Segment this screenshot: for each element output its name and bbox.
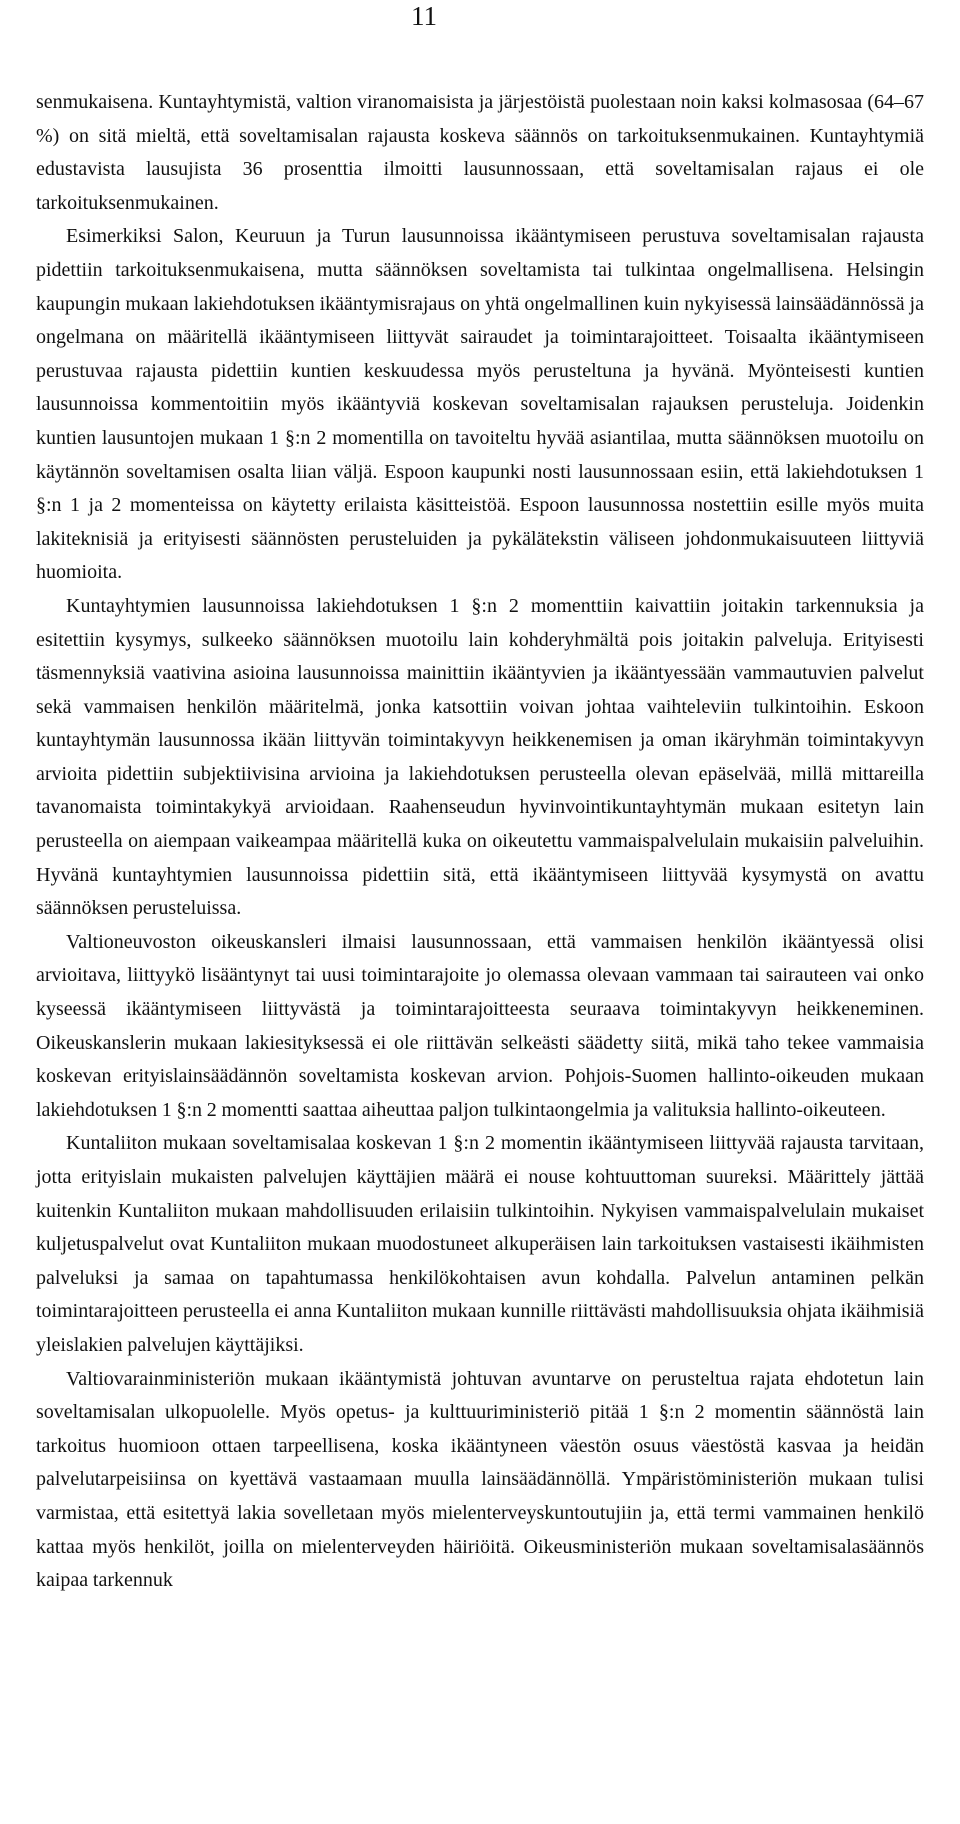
page-number: 11: [411, 1, 437, 31]
paragraph: Kuntaliiton mukaan soveltamisalaa koskevan 1 §:n 2 momentin ikääntymiseen liittyvää rajausta tarvitaan, jotta erityislain mukaisten palvelujen käyttäjien määrä ei nouse kohtuuttoman suureksi. Määrittely jättää kuitenkin Kuntaliiton mukaan mahdollisuuden erilaisiin tulkintoihin. Nykyisen vammaispalvelulain mukaiset kuljetuspalvelut ovat Kuntaliiton mukaan muodostuneet alkuperäisen lain tarkoituksen vastaisesti ikäihmisten palveluksi ja samaa on tapahtumassa henkilökohtaisen avun kohdalla. Palvelun antaminen pelkän toimintarajoitteen perusteella ei anna Kuntaliiton mukaan kunnille riittävästi mahdollisuuksia ohjata ikäihmisiä yleislakien palvelujen käyttäjiksi.: [36, 1132, 924, 1356]
paragraph: senmukaisena. Kuntayhtymistä, valtion viranomaisista ja järjestöistä puolestaan noin kaksi kolmasosaa (64–67 %) on sitä mieltä, että soveltamisalan rajausta koskeva säännös on tarkoituksenmukainen. Kuntayhtymiä edustavista lausujista 36 prosenttia ilmoitti lausunnossaan, että soveltamisalan rajaus ei ole tarkoituksenmukainen.: [36, 91, 924, 214]
paragraph: Valtiovarainministeriön mukaan ikääntymistä johtuvan avuntarve on perusteltua rajata ehdotetun lain soveltamisalan ulkopuolelle. Myös opetus- ja kulttuuriministeriö pitää 1 §:n 2 momentin säännöstä lain tarkoitus huomioon ottaen tarpeellisena, koska ikääntyneen väestön osuus väestöstä kasvaa ja heidän palvelutarpeisiinsa on kyettävä vastaamaan muulla lainsäädännöllä. Ympäristöministeriön mukaan tulisi varmistaa, että esitettyä lakia sovelletaan myös mielenterveyskuntoutujiin ja, että termi vammainen henkilö kattaa myös henkilöt, joilla on mielenterveyden häiriöitä. Oikeusministeriön mukaan soveltamisalasäännös kaipaa tarkennuk: [36, 1367, 924, 1592]
paragraph: Kuntayhtymien lausunnoissa lakiehdotuksen 1 §:n 2 momenttiin kaivattiin joitakin tarkennuksia ja esitettiin kysymys, sulkeeko säännöksen muotoilu lain kohderyhmältä pois joitakin palveluja. Erityisesti täsmennyksiä vaativina asioina lausunnoissa mainittiin ikääntyvien ja ikääntyessään vammautuvien palvelut sekä vammaisen henkilön määritelmä, jonka katsottiin voivan johtaa vaihteleviin tulkintoihin. Eskoon kuntayhtymän lausunnossa ikään liittyvän toimintakyvyn heikkenemisen ja oman ikäryhmän toimintakyvyn arvioita pidettiin subjektiivisina arvioina ja lakiehdotuksen perusteella olevan epäselvää, millä mittareilla tavanomaista toimintakykyä arvioidaan. Raahenseudun hyvinvointikuntayhtymän mukaan esitetyn lain perusteella on aiempaan vaikeampaa määritellä kuka on oikeutettu vammaispalvelulain mukaisiin palveluihin. Hyvänä kuntayhtymien lausunnoissa pidettiin sitä, että ikääntymiseen liittyvää kysymystä on avattu säännöksen perusteluissa.: [36, 594, 924, 920]
paragraph: Valtioneuvoston oikeuskansleri ilmaisi lausunnossaan, että vammaisen henkilön ikääntyessä olisi arvioitava, liittyykö lisääntynyt tai uusi toimintarajoite jo olemassa olevaan vammaan tai sairauteen vai onko kyseessä ikääntymiseen liittyvästä ja toimintarajoitteesta seuraava toimintakyvyn heikkeneminen. Oikeuskanslerin mukaan lakiesityksessä ei ole riittävän selkeästi säädetty siitä, mikä taho tekee vammaisia koskevan erityislainsäädännön soveltamista koskevan arvion. Pohjois-Suomen hallinto-oikeuden mukaan lakiehdotuksen 1 §:n 2 momentti saattaa aiheuttaa paljon tulkintaongelmia ja valituksia hallinto-oikeuteen.: [36, 930, 924, 1121]
paragraph: Esimerkiksi Salon, Keuruun ja Turun lausunnoissa ikääntymiseen perustuva soveltamisalan rajausta pidettiin tarkoituksenmukaisena, mutta säännöksen soveltamista tai tulkintaa ongelmallisena. Helsingin kaupungin mukaan lakiehdotuksen ikääntymisrajaus on yhtä ongelmallinen kuin nykyisessä lainsäädännössä ja ongelmana on määritellä ikääntymiseen liittyvät sairaudet ja toimintarajoitteet. Toisaalta ikääntymiseen perustuvaa rajausta pidettiin kuntien keskuudessa myös perusteltuna ja hyvänä. Myönteisesti kuntien lausunnoissa kommentoitiin myös ikääntyviä koskevan soveltamisalan rajauksen perusteluja. Joidenkin kuntien lausuntojen mukaan 1 §:n 2 momentilla on tavoiteltu hyvää asiantilaa, mutta säännöksen muotoilu on käytännön soveltamisen osalta liian väljä. Espoon kaupunki nosti lausunnossaan esiin, että lakiehdotuksen 1 §:n 1 ja 2 momenteissa on käytetty erilaista käsitteistöä. Espoon lausunnossa nostettiin esille myös muita lakiteknisiä ja erityisesti säännösten perusteluiden ja pykälätekstin väliseen johdonmukaisuuteen liittyviä huomioita.: [36, 225, 924, 584]
body-text: [36, 86, 924, 1598]
